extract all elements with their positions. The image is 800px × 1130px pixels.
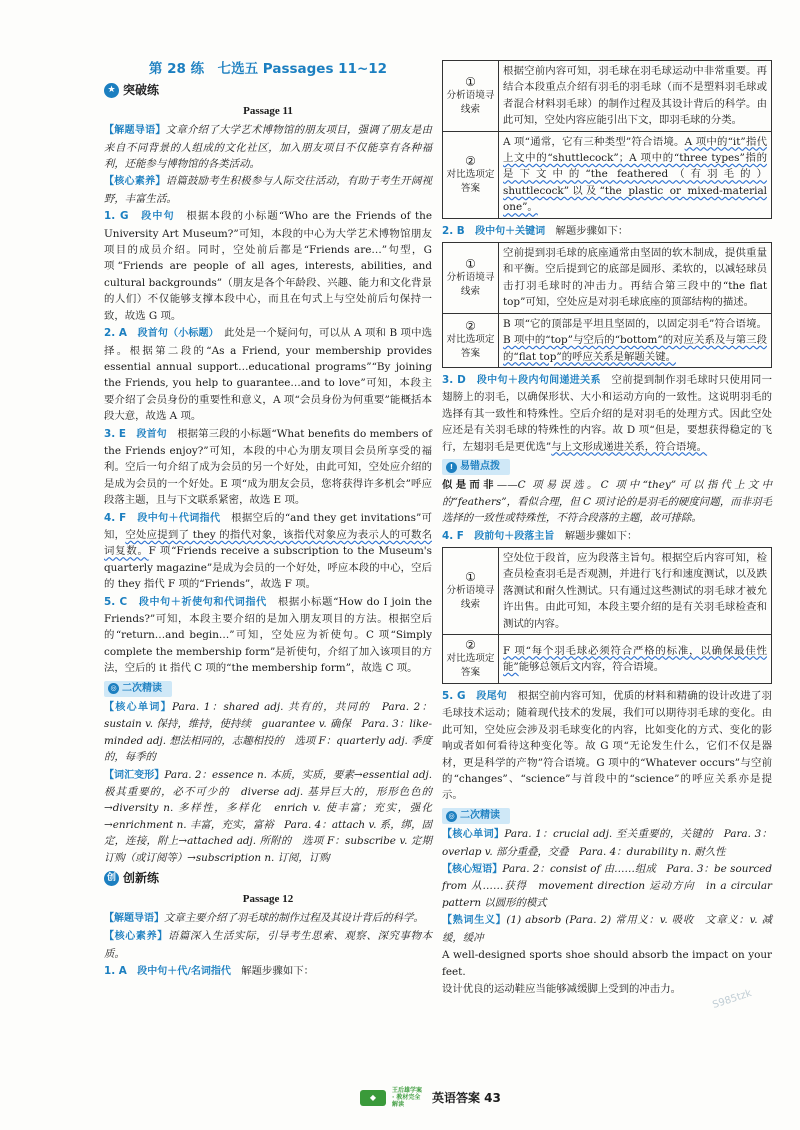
page-number-label: 英语答案 43	[432, 1091, 501, 1105]
table-row: ① 分析语境寻线索 根据空前内容可知，羽毛球在羽毛球运动中非常重要。再结合本段重点介绍有羽毛的羽毛球（而不是塑料羽毛球或者混合材料羽毛球）的制作过程及其设计背后的科学。由此可知，空处内容应能引出下文，即羽毛球的分类。	[443, 61, 772, 132]
p12-core: 【核心素养】语篇深入生活实际，引导考生思索、观察、深究事物本质。	[104, 930, 433, 960]
passage-11-title: Passage 11	[243, 104, 293, 117]
page-title: 第 28 练 七选五 Passages 11~12	[148, 61, 388, 77]
p12-words: 【核心单词】Para. 1：crucial adj. 至关重要的，关键的 Para. 3：overlap v. 部分重叠，交叠 Para. 4：durability n. 耐久性	[442, 828, 773, 858]
p12-q1-head: 1. A 段中句＋代/名词指代 解题步骤如下：	[104, 965, 315, 978]
table-row: ① 分析语境寻线索 空处位于段首，应为段落主旨句。根据空后内容可知，检查员检查羽毛是否观测，并进行飞行和速度测试，以及跌落测试和耐久性测试。只有通过这些测试的羽毛球才被允许出售。由此可知，本段主要介绍的是有关羽毛球检查和测试的内容。	[443, 547, 772, 634]
table-row: ② 对比选项定答案 A 项“通常，它有三种类型”符合语境。A 项中的“it”指代上文中的“shuttlecock”；A 项中的“three types”指的是下文中的“the feathered（有羽毛的）shuttlecock”以及“the plastic or mixed-material one”。	[443, 131, 772, 218]
p12-q3: 3. D 段中句＋段内句间递进关系 空前提到制作羽毛球时只使用同一翅膀上的羽毛，以确保形状、大小和运动方向的一致性。这说明羽毛的选择有其一致性和特殊性。空后介绍的是对羽毛的处理方式。因此空处应还是有关羽毛球的特殊性的内容。故 D 项“但是，要想获得稳定的飞行，左翅羽毛是更优选”与上文形成递进关系，符合语境。	[442, 373, 773, 453]
p12-q2-head: 2. B 段中句＋关键词 解题步骤如下：	[442, 224, 629, 237]
reread-icon: ◎	[446, 811, 457, 822]
p11-core: 【核心素养】语篇鼓励考生积极参与人际交往活动，有助于考生开阔视野，丰富生活。	[104, 175, 433, 205]
p12-error-banner: ! 易错点拨	[442, 459, 510, 475]
p11-words: 【核心单词】Para. 1：shared adj. 共有的，共同的 Para. 2：sustain v. 保持，维持，使持续 guarantee v. 确保 Para. 3：like-minded adj. 想法相同的，志趣相投的 选项 F：quarterly adj. 季度的，每季的	[104, 701, 432, 764]
p12-reread-banner: ◎ 二次精读	[442, 808, 510, 824]
innovation-icon: 创	[104, 871, 119, 886]
p12-q1-steps-table	[442, 60, 772, 219]
p11-q4: 4. F 段中句＋代词指代 根据空后的“and they get invitations”可知，空处应提到了 they 的指代对象，该指代对象应为表示人的可数名词复数。F 项“Friends receive a subscription to the Museum's quarterly magazine”是成为会员的一个好处，呼应本段的中心，空后的 they 指代 F 项的“Friends”，故选 F 项。	[104, 511, 433, 591]
p12-polysemy: 【熟词生义】(1) absorb (Para. 2) 常用义：v. 吸收 文章义：v. 减缓，缓冲	[442, 914, 772, 944]
p11-q3: 3. E 段首句 根据第三段的小标题“What benefits do members of the Friends enjoy?”可知，本段的中心为朋友项目会员所享受的福利。空后一句介绍了成为会员的另一个好处，由此可知，空处应介绍的是成为会员的一个好处。E 项“成为朋友会员，您将获得许多机会”呼应段落主题，且与下文联系紧密，故选 E 项。	[104, 427, 433, 507]
p11-morph: 【词汇变形】Para. 2：essence n. 本质，实质，要素→essential adj. 极其重要的，必不可少的 diverse adj. 基异巨大的，形形色色的→diversity n. 多样性，多样化 enrich v. 使丰富；充实，强化→enrichment n. 丰富，充实，富裕 Para. 4：attach v. 系，绑，固定，连接，附上→attached adj. 所附的 选项 F：subscribe v. 定期订购（或订阅等）→subscription n. 订阅，订购	[104, 768, 433, 864]
table-row: ② 对比选项定答案 F 项“每个羽毛球必须符合严格的标准，以确保最佳性能”能够总领后文内容，符合语境。	[443, 635, 772, 684]
right-column	[442, 58, 772, 998]
publisher-logo-text: 王后雄学案 · 教材完全解读	[392, 1087, 423, 1108]
p11-q1: 1. G 段中句 根据本段的小标题“Who are the Friends of the University Art Museum?”可知，本段的中心为大学艺术博物馆朋友项目的成员介绍。同时，空处前后都是“Friends are…”句型，G 项“Friends are people of all ages, interests, abilities, and cultural backgrounds”（朋友是各个年龄段、兴趣、能力和文化背景的人们）不仅能够支撑本段中心，而且在句式上与空处前后句保持一致，故选 G 项。	[104, 210, 433, 322]
reread-icon: ◎	[108, 683, 119, 694]
table-row: ① 分析语境寻线索 空前提到羽毛球的底座通常由坚固的软木制成，提供重量和平衡。空后提到它的底部是圆形、柔软的，以减轻球员击打羽毛球时的冲击力。再结合第三段中的“the flat top”可知，空处应是对羽毛球底座的顶部结构的描述。	[443, 243, 772, 314]
p12-q5: 5. G 段尾句 根据空前内容可知，优质的材料和精确的设计改进了羽毛球技术运动；随着现代技术的发展，我们可以期待羽毛球的变化。由此可知，空处应会涉及羽毛球变化的内容，比如变化的方式、变化的影响或者如何看待这种变化等。故 G 项“无论发生什么，它们不仅是器材，更是科学的产物”符合语境。G 项中的“Whatever occurs”与空前的“changes”、“science”与首段中的“science”的呼应关系亦是提示。	[442, 690, 773, 802]
breakthrough-icon: ★	[104, 83, 119, 98]
publisher-logo-icon: ◆	[360, 1090, 386, 1106]
section-innovation: 创 创新练	[104, 870, 432, 886]
passage-12-title: Passage 12	[242, 892, 294, 905]
p12-q2-steps-table	[442, 242, 772, 368]
table-row: ② 对比选项定答案 B 项“它的顶部是平坦且坚固的，以固定羽毛”符合语境。B 项中的“top”与空后的“bottom”的对应关系及与第三段的“flat top”的呼应关系是解题关键。	[443, 313, 772, 367]
p11-q5: 5. C 段中句＋祈使句和代词指代 根据小标题“How do I join the Friends?”可知，本段主要介绍的是加入朋友项目的方法。根据空后的“return…and begin…”可知，空处应为祈使句。C 项“Simply complete the membership form”是祈使句，介绍了加入该项目的方法，空后的 it 指代 C 项的“the membership form”，故选 C 项。	[104, 595, 433, 675]
warning-icon: !	[446, 462, 457, 473]
p12-q4-head: 4. F 段前句＋段落主旨 解题步骤如下：	[442, 529, 638, 542]
p12-example-en: A well-designed sports shoe should absorb the impact on your feet.	[442, 949, 772, 978]
left-column	[104, 58, 432, 982]
p11-q2: 2. A 段首句（小标题） 此处是一个疑问句，可以从 A 项和 B 项中选择。根据第二段的“As a Friend, your membership provides essential annual support…educational programs”“By joining the Friends, you help to guarantee…and to love”可知，本段主要介绍了会员身份的重要性和意义，A 项“会员身份为何重要”能概括本段大意，故选 A 项。	[104, 327, 433, 423]
p12-q4-steps-table	[442, 547, 772, 684]
p11-reread-banner: ◎ 二次精读	[104, 681, 172, 697]
p12-phrase: 【核心短语】Para. 2：consist of 由……组成 Para. 3：be sourced from 从……获得 movement direction 运动方向 in a circular pattern 以圆形的模式	[442, 863, 772, 909]
p12-error: 似是而非——C 项易误选。C 项中“they”可以指代上文中的“feathers”，看似合理，但 C 项讨论的是羽毛的硬度问题，而非羽毛选择的一致性或特殊性，不符合段落的主题，故可排除。	[442, 479, 772, 525]
watermark: S985tzk	[711, 988, 754, 1011]
section-breakthrough: ★ 突破练	[104, 82, 432, 98]
page-footer	[360, 1087, 501, 1108]
p11-guide: 【解题导语】文章介绍了大学艺术博物馆的朋友项目，强调了朋友是由来自不同背景的人组成的文化社区，加入朋友项目不仅能享有各种福利，还能参与博物馆的各类活动。	[104, 124, 433, 171]
p12-example-cn: 设计优良的运动鞋应当能够减缓脚上受到的冲击力。	[442, 982, 681, 995]
p12-guide: 【解题导语】文章主要介绍了羽毛球的制作过程及其设计背后的科学。	[104, 911, 424, 924]
